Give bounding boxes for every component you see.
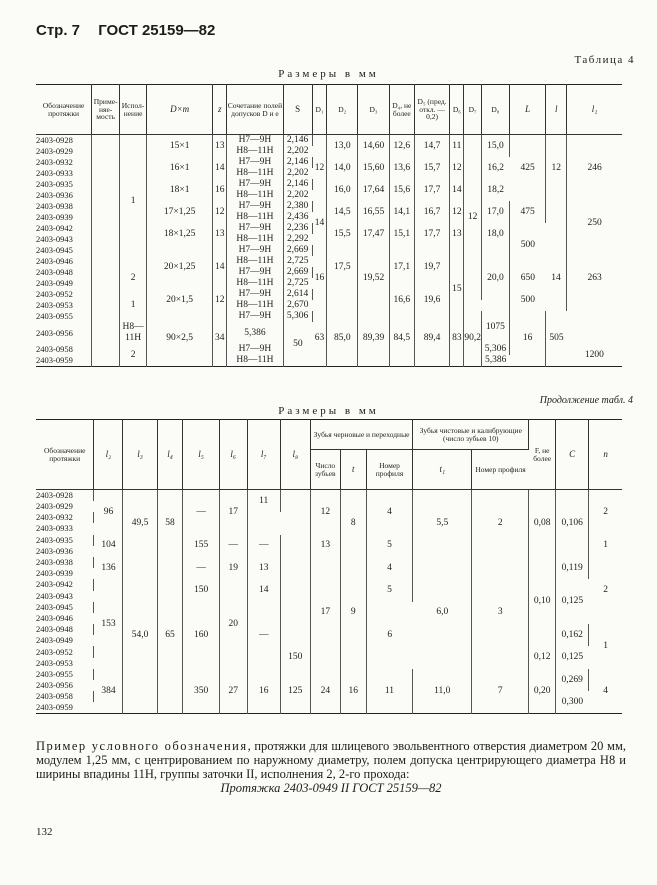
d4-cell: 15,6: [389, 179, 414, 201]
d2-cell: 15,5: [327, 223, 358, 245]
tol-cell: H8—11H: [227, 278, 284, 289]
col-d2: D₂: [327, 85, 358, 135]
d3-cell: 89,39: [358, 311, 390, 367]
code-cell: 2403-0928: [36, 135, 92, 147]
L-cell: 1200: [584, 349, 604, 360]
l5-cell: —: [183, 557, 219, 579]
code-cell: 2403-0959: [36, 702, 73, 713]
continuation-label: Продолжение табл. 4: [539, 395, 633, 406]
s-cell: 2,725: [287, 256, 309, 266]
d6-cell: 11: [450, 135, 464, 158]
s-cell: 2,202: [287, 146, 309, 156]
col-teeth-count: Число зубьев: [310, 450, 340, 490]
code-cell: 2403-0945: [36, 602, 94, 613]
col-d7: D₇: [464, 85, 482, 135]
s-cell: 2,669: [283, 245, 312, 256]
code-cell: 2403-0942: [36, 579, 94, 590]
code-cell: 2403-0935: [36, 179, 92, 190]
l7-cell: [247, 646, 280, 668]
l-cell: 14: [546, 245, 567, 311]
t-cell: 9: [340, 557, 366, 669]
n-cell: 1: [603, 540, 608, 551]
tol-cell: H8—11H: [227, 212, 284, 223]
profile1-cell: 3: [472, 557, 529, 669]
z-cell: 16: [213, 179, 227, 201]
s-cell: 2,146: [283, 157, 312, 168]
t-cell: 16: [340, 669, 366, 714]
dxm-cell: 20×1,25: [147, 245, 213, 289]
code-cell: 2403-0936: [36, 190, 92, 201]
profile-cell: 5: [366, 535, 413, 557]
code-cell: 2403-0955: [36, 669, 94, 680]
applicability-cell: [92, 289, 120, 311]
col-t: t: [340, 450, 366, 490]
col-d6: D₆: [450, 85, 464, 135]
col-code: Обозначение протяжки: [36, 420, 94, 490]
dxm-cell: 18×1,25: [147, 223, 213, 245]
d8-cell: 18,0: [481, 223, 509, 245]
dxm-cell: 15×1: [147, 135, 213, 158]
profile1-cell: 7: [472, 669, 529, 714]
code-cell: 2403-0939: [36, 212, 92, 223]
z-cell: 14: [213, 245, 227, 289]
col-profile: Номер профиля: [366, 450, 413, 490]
code-cell: 2403-0938: [36, 201, 92, 212]
tol-cell: H7—9H: [227, 223, 284, 234]
applicability-cell: [92, 179, 120, 201]
d8-cell: 16,2: [487, 162, 504, 173]
s-cell: 5,306: [481, 344, 509, 355]
s-cell: 2,380: [283, 201, 312, 212]
l2-cell: 136: [94, 557, 123, 579]
d5-cell: 89,4: [414, 311, 450, 367]
code-cell: 2403-0952: [36, 289, 92, 300]
l6-cell: —: [219, 535, 247, 557]
d1-cell: 12: [312, 135, 327, 202]
s-cell: 2,614: [283, 289, 312, 300]
t1-cell: 5,5: [413, 490, 472, 557]
C-cell: 0,300: [561, 696, 584, 707]
profile-cell: 11: [366, 669, 413, 714]
tol-cell: H7—9H: [227, 267, 284, 278]
col-s: S: [283, 85, 312, 135]
code-cell: 2403-0946: [36, 612, 73, 623]
standard-label: ГОСТ 25159—82: [98, 22, 216, 39]
col-l2: l₂: [94, 420, 123, 490]
L-cell: 475: [509, 201, 546, 223]
teeth-count-cell: 13: [310, 535, 340, 557]
table1-units: Размеры в мм: [278, 68, 379, 80]
tol-cell: H7—9H: [227, 157, 284, 168]
L-cell: 500: [520, 294, 535, 305]
l5-cell: 160: [183, 602, 219, 669]
code-cell: 2403-0949: [36, 635, 73, 646]
d6-cell: 83: [450, 311, 464, 367]
l3-cell: 49,5: [123, 490, 157, 557]
example-text: , протяжки для шлицевого эвольвентного отверстия диаметром 20 мм, модулем 1,25 мм, с центрированием по наружному диаметру, полем допуска центрирующего диаметра H8 и ширины впадины 11H, группы заточки II, исполнения 2, 2-го прохода:: [36, 739, 626, 781]
code-cell: 2403-0928: [36, 490, 94, 502]
code-cell: 2403-0953: [36, 300, 92, 311]
s-cell: 5,386: [484, 355, 507, 365]
example-designation: Протяжка 2403-0949 II ГОСТ 25159—82: [220, 781, 442, 795]
l4-cell: 58: [157, 490, 183, 557]
l6-cell: 20: [219, 579, 247, 669]
code-cell: 2403-0948: [36, 267, 92, 278]
C-cell: 0,125: [561, 652, 584, 663]
F-cell: 0,10: [529, 557, 556, 647]
tol-cell: H8—11H: [227, 355, 284, 367]
l-cell: 16: [509, 311, 546, 367]
z-cell: 12: [213, 289, 227, 311]
d5-cell: 19,6: [414, 289, 450, 311]
s-cell: 2,436: [287, 212, 309, 222]
code-cell: 2403-0956: [36, 322, 92, 344]
d4-cell: 16,6: [389, 289, 414, 311]
d6-cell: 12: [450, 157, 464, 179]
applicability-cell: [92, 311, 120, 367]
s-cell: 5,306: [283, 311, 312, 322]
code-cell: 2403-0939: [36, 568, 73, 579]
table-caption: Таблица 4: [574, 54, 635, 66]
d5-cell: 16,7: [414, 201, 450, 223]
col-z: z: [213, 85, 227, 135]
d5-cell: 14,7: [414, 135, 450, 158]
col-profile1: Номер профиля: [472, 450, 529, 490]
d4-cell: 14,1: [389, 201, 414, 223]
d7-cell: 50: [293, 338, 303, 349]
code-cell: 2403-0956: [36, 680, 73, 691]
t-cell: 8: [340, 490, 366, 557]
s-cell: 2,202: [287, 190, 309, 200]
d2-cell: 16,0: [327, 179, 358, 201]
d8-cell: 20,0: [481, 245, 509, 311]
col-L: L: [509, 85, 546, 135]
l8-cell: 125: [280, 669, 310, 714]
d3-cell: 19,52: [358, 245, 390, 311]
code-cell: 2403-0953: [36, 657, 73, 668]
l7-cell: 13: [247, 557, 280, 579]
tol-cell: H7—9H: [227, 135, 284, 147]
C-cell: 0,119: [556, 557, 589, 579]
C-cell: 0,106: [556, 490, 589, 557]
profile-cell: 4: [366, 557, 413, 579]
d4-cell: 84,5: [389, 311, 414, 367]
l-cell: 12: [546, 135, 567, 202]
l1-cell: 246: [587, 162, 602, 173]
d7-cell: 12: [464, 135, 482, 301]
page-header: [36, 22, 229, 39]
d2-cell: [327, 289, 358, 311]
code-cell: 2403-0929: [36, 501, 73, 512]
dxm-cell: 90×2,5: [147, 311, 213, 367]
z-cell: 34: [213, 311, 227, 367]
profile1-cell: 2: [472, 490, 529, 557]
l5-cell: 350: [183, 669, 219, 714]
code-cell: 2403-0933: [36, 523, 73, 534]
code-cell: 2403-0949: [36, 278, 92, 289]
L-cell: 1075: [481, 311, 509, 344]
d6-cell: 13: [450, 223, 464, 245]
code-cell: 2403-0948: [36, 624, 94, 635]
col-F: F, не более: [529, 420, 556, 490]
l6-cell: 17: [219, 490, 247, 535]
profile-cell: 4: [366, 490, 413, 535]
l6-cell: 19: [219, 557, 247, 579]
l7-cell: 11: [247, 490, 280, 513]
dxm-cell: 17×1,25: [147, 201, 213, 223]
l8-cell: 150: [280, 646, 310, 668]
d2-cell: 17,5: [327, 245, 358, 289]
applicability-cell: [92, 201, 120, 223]
l7-cell: —: [247, 535, 280, 557]
s-cell: 2,202: [287, 168, 309, 178]
applicability-cell: [92, 157, 120, 179]
l-cell: [546, 201, 567, 245]
d6-cell: 15: [450, 267, 464, 311]
l2-cell: 104: [94, 535, 123, 557]
dxm-cell: 20×1,5: [147, 289, 213, 311]
col-tolerance: Сочетание полей допусков D и е: [227, 85, 284, 135]
tol-cell: H7—9H: [227, 201, 284, 212]
tol-cell: H7—9H: [227, 289, 284, 300]
n-cell: 2: [603, 585, 608, 595]
l5-cell: 155: [183, 535, 219, 557]
dxm-cell: 18×1: [147, 179, 213, 201]
code-cell: 2403-0943: [36, 590, 73, 601]
F-cell: 0,12: [529, 646, 556, 668]
applicability-cell: [92, 223, 120, 245]
tol-cell: H8—11H: [227, 256, 284, 267]
d1-cell: 14: [312, 201, 327, 245]
s-cell: 2,725: [287, 278, 309, 288]
d8-cell: 18,2: [487, 184, 504, 195]
C-cell: 0,162: [556, 624, 589, 646]
d4-cell: 17,1: [389, 245, 414, 289]
d2-cell: 14,0: [327, 157, 358, 179]
l1-cell: 263: [587, 272, 602, 283]
tol-cell: H8—11H: [120, 322, 147, 344]
code-cell: 2403-0952: [36, 646, 94, 657]
version-cell: 1: [120, 135, 147, 268]
F-cell: 0,20: [529, 669, 556, 714]
col-applicability: Приме- няе- мость: [92, 85, 120, 135]
d4-cell: 12,6: [389, 135, 414, 158]
tol-cell: H7—9H: [227, 179, 284, 190]
z-cell: 14: [213, 157, 227, 179]
col-l4: l₄: [157, 420, 183, 490]
code-cell: 2403-0943: [36, 234, 92, 245]
col-d4: D₄, не более: [389, 85, 414, 135]
d5-cell: 17,7: [414, 223, 450, 245]
col-l5: l₅: [183, 420, 219, 490]
teeth-count-cell: 12: [310, 490, 340, 535]
s-cell: 2,292: [287, 234, 309, 244]
d3-cell: 15,60: [358, 157, 390, 179]
s-cell: 5,386: [227, 322, 284, 344]
d1-cell: 63: [312, 311, 327, 367]
page-label: Стр. 7: [36, 22, 81, 39]
d5-cell: 17,7: [414, 179, 450, 201]
code-cell: 2403-0958: [36, 344, 92, 355]
l7-cell: 14: [247, 579, 280, 601]
col-finish-teeth: Зубья чистовые и калибрующие (число зубьев 10): [413, 420, 529, 450]
col-version: Испол- нение: [120, 85, 147, 135]
d4-cell: 15,1: [389, 223, 414, 245]
profile-cell: 5: [366, 579, 413, 601]
l8-cell: [280, 490, 310, 647]
profile-cell: 6: [387, 629, 393, 640]
t1-cell: 11,0: [413, 669, 472, 714]
d3-cell: 16,55: [358, 201, 390, 223]
table2-units: Размеры в мм: [278, 405, 379, 417]
code-cell: 2403-0959: [36, 355, 92, 367]
d6-cell: 14: [450, 179, 464, 201]
teeth-count-cell: 24: [310, 669, 340, 714]
l6-cell: 27: [219, 669, 247, 714]
l1-cell: 250: [587, 217, 602, 228]
l7-cell: [247, 602, 280, 624]
code-cell: 2403-0929: [36, 146, 92, 157]
code-cell: 2403-0955: [36, 311, 92, 322]
dxm-cell: 16×1: [147, 157, 213, 179]
d6-cell: 12: [450, 201, 464, 223]
d3-cell: 14,60: [358, 135, 390, 158]
l5-cell: 150: [183, 579, 219, 601]
d5-cell: 19,7: [414, 245, 450, 289]
col-d3: D₃: [358, 85, 390, 135]
l2-cell: 384: [94, 669, 123, 714]
s-cell: 2,236: [283, 223, 312, 234]
tol-cell: H7—9H: [227, 344, 284, 355]
n-cell: 1: [603, 640, 608, 651]
col-l: l: [546, 85, 567, 135]
d6-cell: [450, 245, 464, 267]
d5-cell: 15,7: [414, 157, 450, 179]
l5-cell: —: [183, 490, 219, 535]
l2-cell: 153: [94, 579, 123, 669]
tol-cell: H7—9H: [227, 245, 284, 256]
col-t1: t₁: [413, 450, 472, 490]
d2-cell: 85,0: [327, 311, 358, 367]
d8-cell: 15,0: [481, 135, 509, 158]
code-cell: 2403-0945: [36, 245, 92, 256]
code-cell: 2403-0932: [36, 157, 92, 168]
tol-cell: H7—9H: [227, 311, 284, 322]
l7-cell: [247, 512, 280, 534]
col-l3: l₃: [123, 420, 157, 490]
tol-cell: H8—11H: [227, 190, 284, 201]
tol-cell: H8—11H: [227, 234, 284, 245]
applicability-cell: [92, 135, 120, 158]
s-cell: 2,146: [283, 179, 312, 190]
tol-cell: H8—11H: [227, 168, 284, 179]
code-cell: 2403-0938: [36, 557, 94, 568]
code-cell: 2403-0946: [36, 256, 92, 267]
col-C: C: [556, 420, 589, 490]
version-cell: 2: [120, 267, 147, 289]
col-d1: D₁: [312, 85, 327, 135]
code-cell: 2403-0942: [36, 223, 92, 234]
L-cell: 650: [520, 272, 535, 283]
version-cell: 2: [120, 344, 147, 367]
code-cell: 2403-0933: [36, 168, 92, 179]
z-cell: 13: [213, 135, 227, 158]
t1-cell: 6,0: [413, 557, 472, 669]
l1-cell: 505: [549, 333, 564, 343]
d8-cell: 17,0: [481, 201, 509, 223]
col-l6: l₆: [219, 420, 247, 490]
col-l7: l₇: [247, 420, 280, 490]
s-cell: 2,146: [283, 135, 312, 147]
L-cell: 425: [509, 135, 546, 202]
code-cell: 2403-0935: [36, 535, 94, 546]
l7-cell: 16: [247, 669, 280, 714]
designation-example: [36, 739, 626, 795]
n-cell: 2: [603, 506, 608, 517]
C-cell: 0,125: [561, 596, 584, 607]
F-cell: 0,08: [529, 490, 556, 557]
col-l8: l₈: [280, 420, 310, 490]
l2-cell: 96: [94, 490, 123, 535]
code-cell: 2403-0936: [36, 545, 73, 556]
tol-cell: H8—11H: [227, 300, 284, 311]
d2-cell: 14,5: [327, 201, 358, 223]
s-cell: 2,669: [283, 267, 312, 278]
page-number: 132: [36, 826, 53, 838]
version-cell: 1: [120, 289, 147, 322]
l7-cell: —: [247, 624, 280, 646]
z-cell: 12: [213, 201, 227, 223]
teeth-count-cell: 17: [310, 557, 340, 669]
s-cell: 2,670: [287, 300, 309, 310]
d4-cell: 13,6: [389, 157, 414, 179]
col-code: Обозначение протяжки: [36, 85, 92, 135]
col-d5: D₅ (пред. откл. —0,2): [414, 85, 450, 135]
table-4: [36, 84, 622, 367]
d2-cell: 13,0: [327, 135, 358, 158]
col-dxm: D×m: [147, 85, 213, 135]
l4-cell: 65: [157, 557, 183, 714]
d8-cell: 90,2: [464, 311, 482, 367]
n-cell: 4: [603, 685, 608, 696]
col-n: n: [589, 420, 622, 490]
C-cell: 0,269: [556, 669, 589, 691]
d3-cell: 17,64: [358, 179, 390, 201]
col-l1: l₁: [567, 85, 622, 135]
d1-cell: 16: [312, 245, 327, 311]
d3-cell: 17,47: [358, 223, 390, 245]
l3-cell: 54,0: [123, 557, 157, 714]
example-lead: Пример условного обозначения: [36, 739, 248, 753]
col-rough-teeth: Зубья черновые и переходные: [310, 420, 412, 450]
col-d8: D₈: [481, 85, 509, 135]
z-cell: 13: [213, 223, 227, 245]
code-cell: 2403-0932: [36, 512, 94, 523]
code-cell: 2403-0958: [36, 691, 94, 702]
applicability-cell: [92, 245, 120, 289]
L-cell: 500: [520, 239, 535, 250]
table-4-continuation: [36, 419, 622, 714]
tol-cell: H8—11H: [227, 146, 284, 157]
